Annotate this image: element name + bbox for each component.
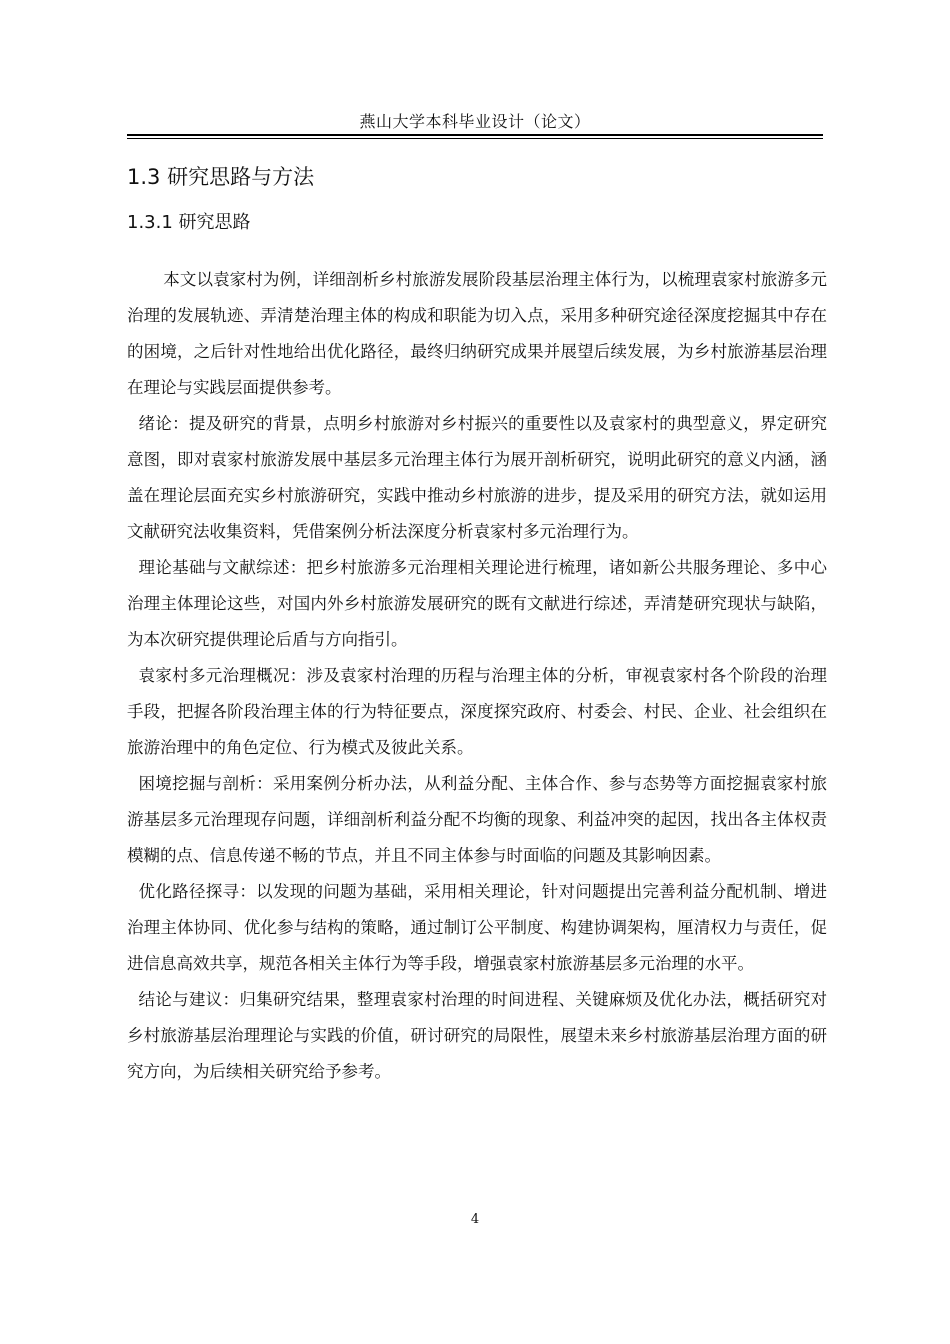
body-text [127, 262, 827, 1090]
header-rule-thick [127, 134, 823, 136]
paragraph-governance-overview: 袁家村多元治理概况：涉及袁家村治理的历程与治理主体的分析，审视袁家村各个阶段的治理手段，把握各阶段治理主体的行为特征要点，深度探究政府、村委会、村民、企业、社会组织在旅游治理中的角色定位、行为模式及彼此关系。 [127, 666, 827, 757]
paragraph-theory-review: 理论基础与文献综述：把乡村旅游多元治理相关理论进行梳理，诸如新公共服务理论、多中心治理主体理论这些，对国内外乡村旅游发展研究的既有文献进行综述，弄清楚研究现状与缺陷，为本次研究提供理论后盾与方向指引。 [127, 558, 827, 649]
paragraph-problem-analysis: 困境挖掘与剖析：采用案例分析办法，从利益分配、主体合作、参与态势等方面挖掘袁家村旅游基层多元治理现存问题，详细剖析利益分配不均衡的现象、利益冲突的起因，找出各主体权责模糊的点、信息传递不畅的节点，并且不同主体参与时面临的问题及其影响因素。 [127, 774, 827, 865]
page-number: 4 [470, 1212, 480, 1227]
intro-paragraph: 本文以袁家村为例，详细剖析乡村旅游发展阶段基层治理主体行为，以梳理袁家村旅游多元治理的发展轨迹、弄清楚治理主体的构成和职能为切入点，采用多种研究途径深度挖掘其中存在的困境，之后针对性地给出优化路径，最终归纳研究成果并展望后续发展，为乡村旅游基层治理在理论与实践层面提供参考。 [127, 270, 827, 397]
section-title: 1.3 研究思路与方法 [127, 165, 315, 189]
paragraph-introduction: 绪论：提及研究的背景，点明乡村旅游对乡村振兴的重要性以及袁家村的典型意义，界定研究意图，即对袁家村旅游发展中基层多元治理主体行为展开剖析研究，说明此研究的意义内涵，涵盖在理论层面充实乡村旅游研究，实践中推动乡村旅游的进步，提及采用的研究方法，就如运用文献研究法收集资料，凭借案例分析法深度分析袁家村多元治理行为。 [127, 414, 827, 541]
subsection-title: 1.3.1 研究思路 [127, 212, 251, 233]
running-header: 燕山大学本科毕业设计（论文） [359, 112, 591, 131]
header-rule-thin [127, 138, 823, 139]
paragraph-optimization-path: 优化路径探寻：以发现的问题为基础，采用相关理论，针对问题提出完善利益分配机制、增进治理主体协同、优化参与结构的策略，通过制订公平制度、构建协调架构，厘清权力与责任，促进信息高效共享，规范各相关主体行为等手段，增强袁家村旅游基层多元治理的水平。 [127, 882, 827, 973]
paragraph-conclusion: 结论与建议：归集研究结果，整理袁家村治理的时间进程、关键麻烦及优化办法，概括研究对乡村旅游基层治理理论与实践的价值，研讨研究的局限性，展望未来乡村旅游基层治理方面的研究方向，为后续相关研究给予参考。 [127, 990, 827, 1081]
